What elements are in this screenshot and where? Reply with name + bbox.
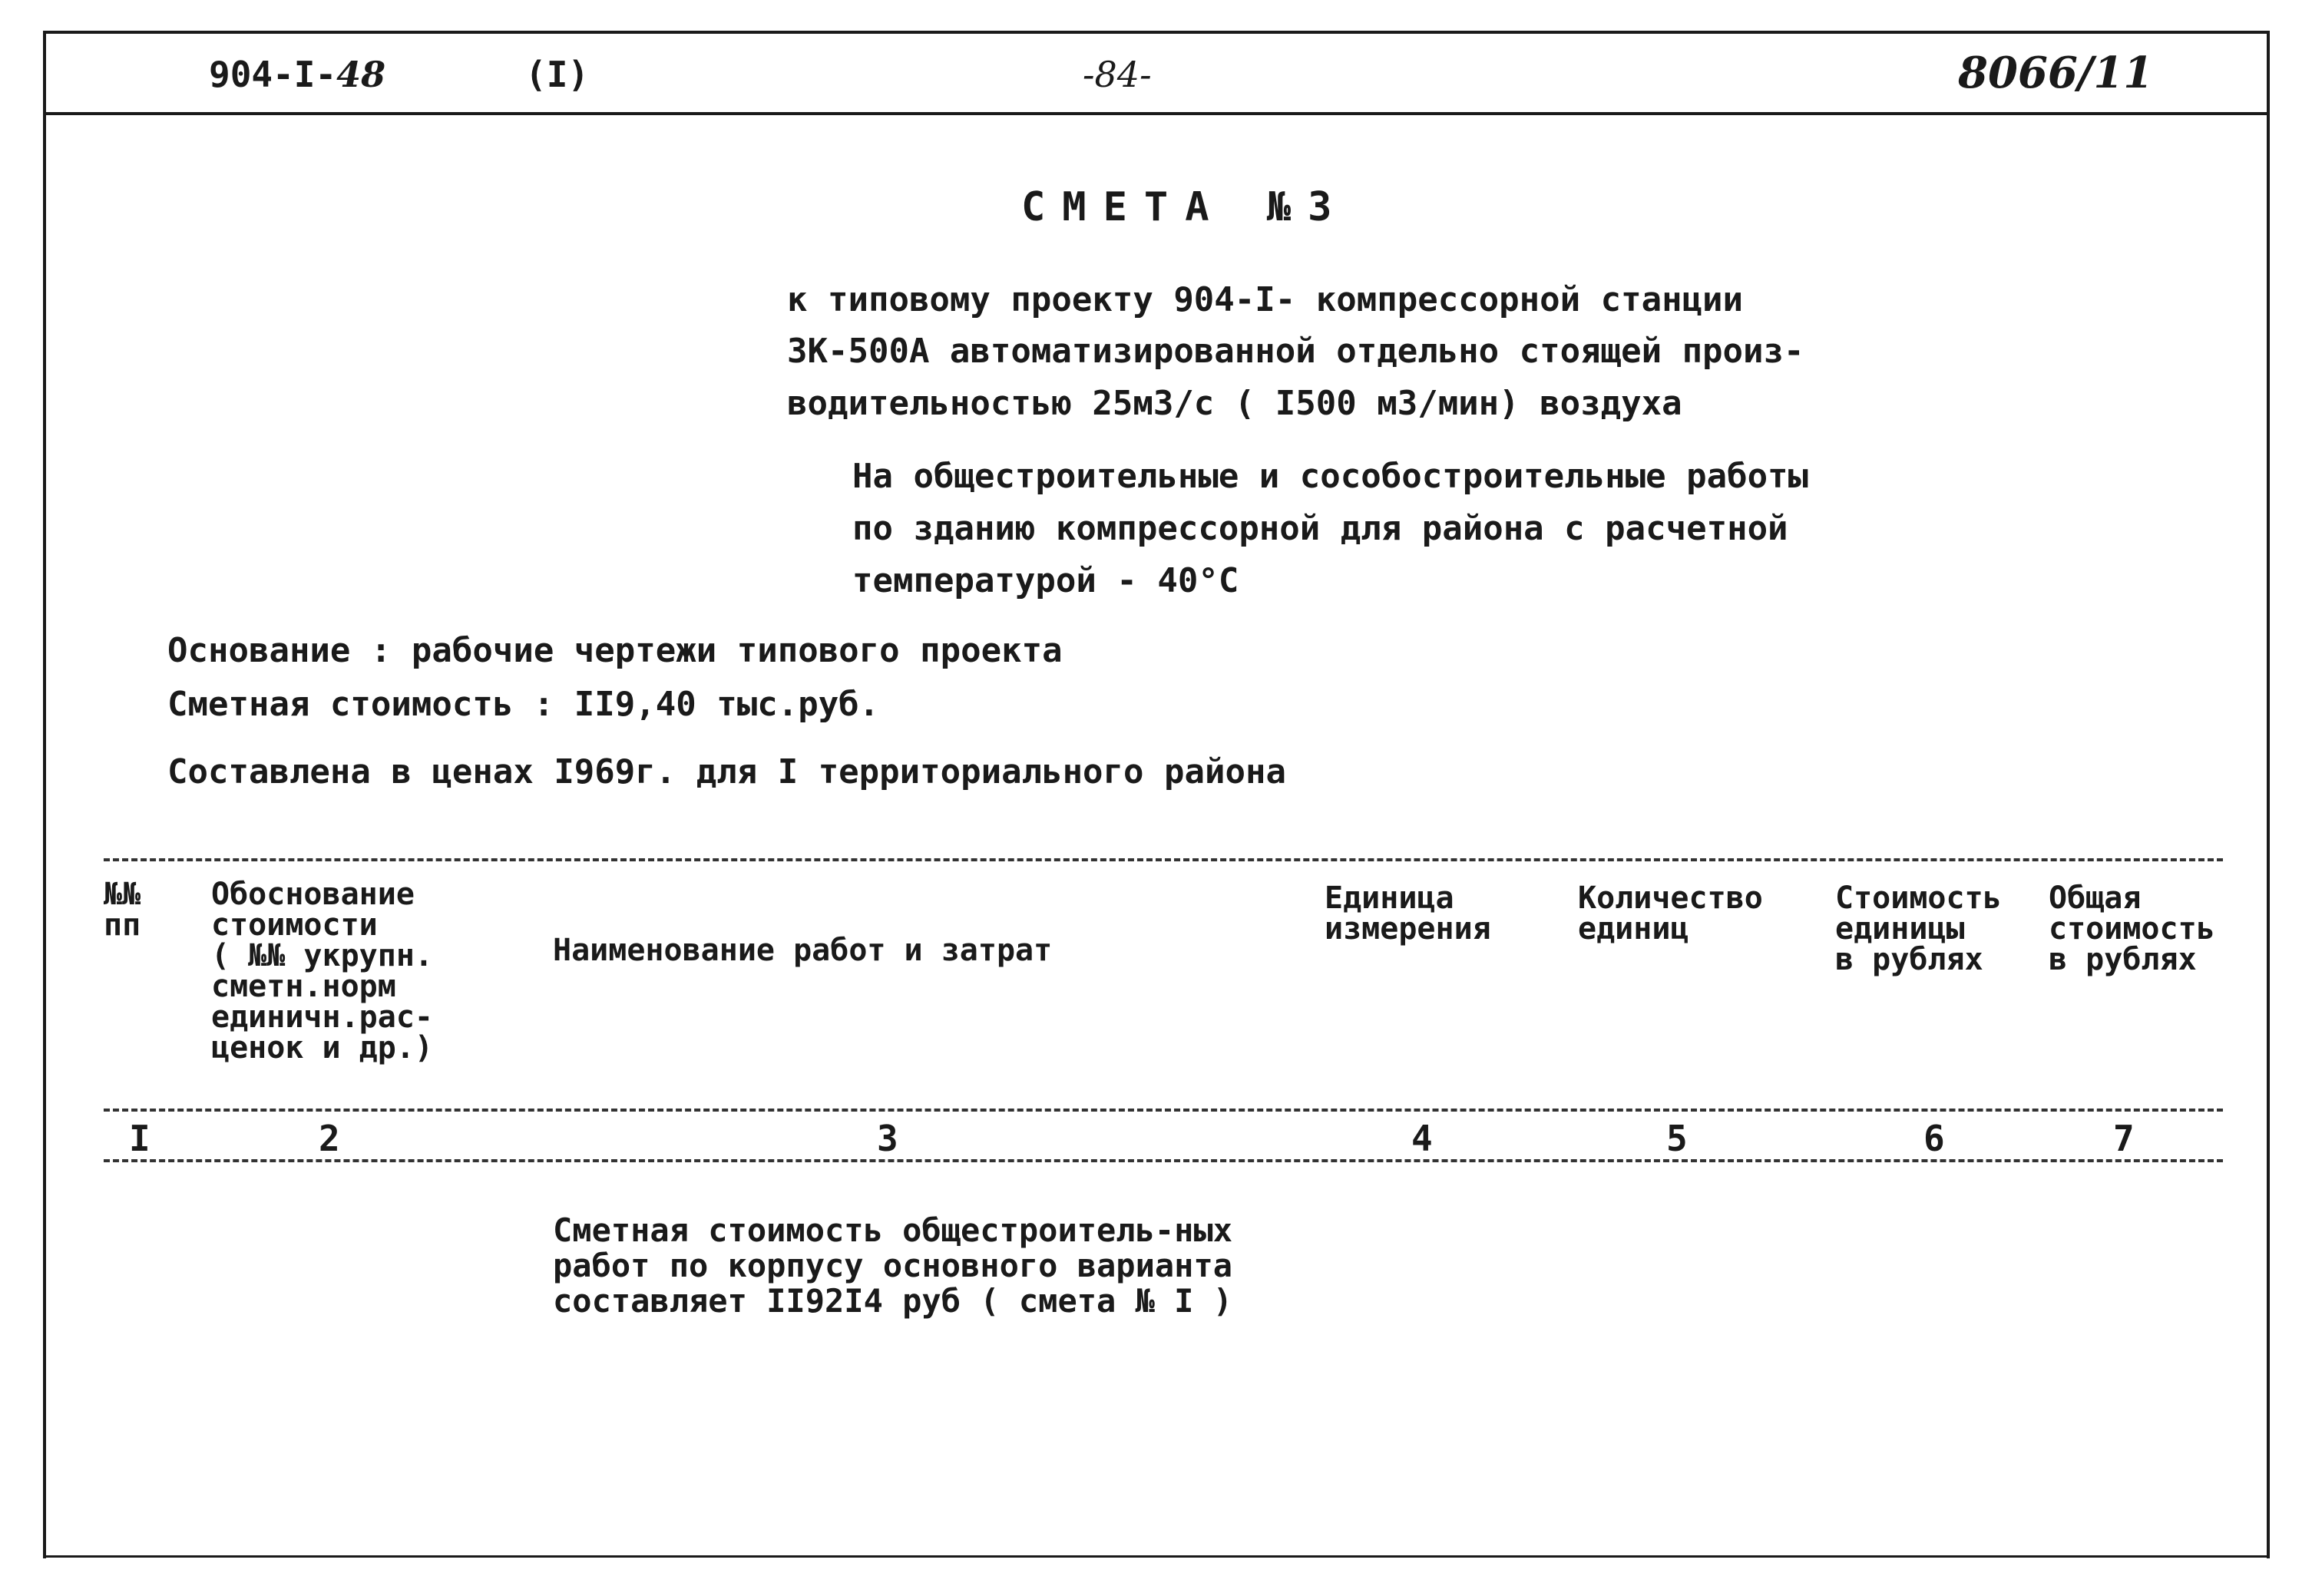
document-title: СМЕТА №3 [1021,184,1349,230]
frame-bottom-border [43,1555,2270,1558]
column-number: 2 [319,1118,340,1159]
project-code-handwritten: 48 [336,54,386,95]
header-divider [43,112,2270,115]
archive-number: 8066/11 [1958,48,2154,98]
header-col-quantity: Количество единиц [1578,881,1763,947]
scope-line-3: температурой - 40°С [852,561,1239,600]
basis-line: Основание : рабочие чертежи типового проекта [167,631,1063,670]
frame-right-border [2267,31,2270,1558]
project-code [209,54,385,95]
header-col-name: Наименование работ и затрат [553,933,1053,968]
header-col-basis: Обоснование стоимости ( №№ укрупн. сметн.норм единичн.рас- ценок и др.) [211,877,433,1066]
frame-top-border [43,31,2270,34]
column-number: 4 [1411,1118,1433,1159]
header-col-index: №№ пп [104,877,141,943]
scope-line-1: На общестроительные и сособостроительные работы [852,457,1809,496]
column-number: 6 [1923,1118,1945,1159]
column-number: I [129,1118,150,1159]
subtitle-line-3: водительностью 25м3/с ( I500 м3/мин) воздуха [787,384,1682,423]
subtitle-line-2: 3К-500А автоматизированной отдельно стоящей произ- [787,332,1804,371]
subtitle-line-1: к типовому проекту 904-I- компрессорной станции [787,280,1744,319]
header-col-unit-cost: Стоимость единицы в рублях [1835,881,2002,977]
table-top-rule [104,858,2223,861]
page-number: -84- [1083,54,1152,95]
column-number: 5 [1666,1118,1688,1159]
scope-line-2: по зданию компрессорной для района с расчетной [852,509,1788,548]
header-col-unit: Единица измерения [1325,881,1491,947]
table-header-rule [104,1109,2223,1112]
estimated-cost-line: Сметная стоимость : II9,40 тыс.руб. [167,685,880,724]
column-number: 3 [877,1118,898,1159]
column-number: 7 [2113,1118,2135,1159]
prices-line: Составлена в ценах I969г. для I территориального района [167,752,1286,791]
project-code-typed: 904-I- [209,54,337,95]
sheet-mark: (I) [525,54,590,95]
table-numbers-rule [104,1159,2223,1162]
frame-left-border [43,31,46,1558]
cost-statement: Сметная стоимость общестроитель-ных работ по корпусу основного варианта составляет II92I4 руб ( смета № I ) [553,1211,1233,1320]
header-col-total-cost: Общая стоимость в рублях [2049,881,2215,977]
